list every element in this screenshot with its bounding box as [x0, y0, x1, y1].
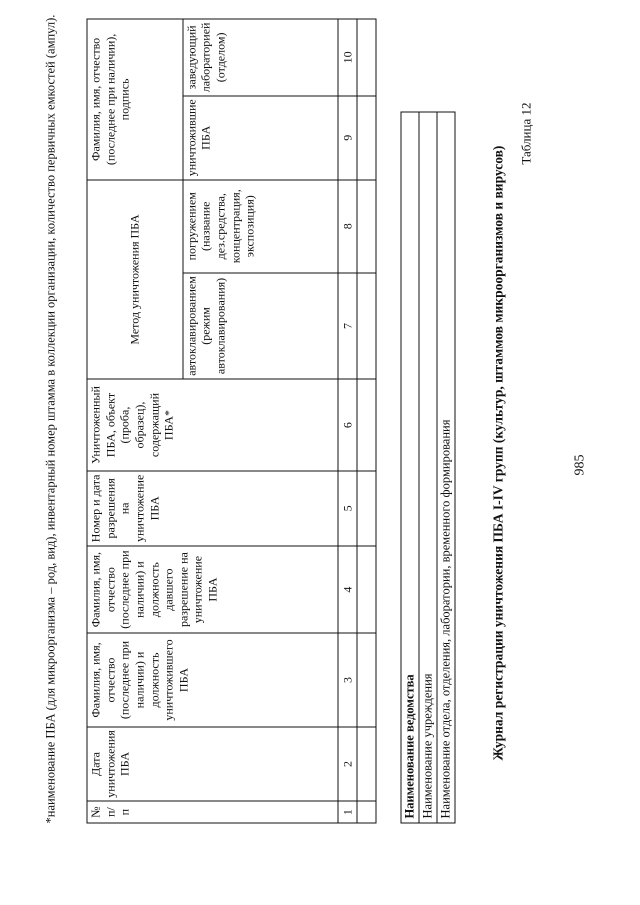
footnote: *наименование ПБА (для микроорганизма – род, вид), инвентарный номер штамма в коллекции организации, количество первичных емкостей (ампул).	[43, 14, 57, 823]
subheader-head: заведующий лабораторией (отделом)	[182, 19, 337, 96]
empty-cell	[357, 633, 376, 726]
header-signature: Фамилия, имя, отчество (последнее при наличии), подпись	[87, 19, 183, 180]
org-row	[419, 112, 437, 823]
column-number: 3	[338, 633, 357, 726]
header-permitter: Фамилия, имя, отчество (последнее при наличии) и должность давшего разрешение на уничтожение ПБА	[87, 545, 338, 632]
organization-table	[400, 111, 455, 823]
empty-cell	[357, 179, 376, 272]
column-number: 5	[338, 470, 357, 545]
header-object: Уничтоженный ПБА, объект (проба, образец), содержащий ПБА*	[87, 379, 338, 471]
column-number: 6	[338, 379, 357, 471]
table-caption: Таблица 12	[518, 102, 533, 165]
column-number: 8	[338, 179, 357, 272]
column-number: 1	[338, 801, 357, 823]
empty-cell	[357, 379, 376, 471]
column-number: 9	[338, 95, 357, 179]
empty-cell	[357, 801, 376, 823]
header-number: № п/п	[87, 801, 338, 823]
org-row	[401, 112, 419, 823]
header-date: Дата уничтожения ПБА	[87, 726, 338, 800]
column-number: 2	[338, 726, 357, 800]
registration-table	[86, 18, 376, 823]
empty-cell	[357, 470, 376, 545]
subheader-destroyer: уничтожившие ПБА	[182, 95, 337, 179]
empty-row	[357, 19, 376, 823]
empty-cell	[357, 95, 376, 179]
subheader-immersion: погружением (название дез.средства, концентрация, экспозиция)	[182, 179, 337, 272]
empty-cell	[357, 726, 376, 800]
column-number-row	[338, 19, 357, 823]
org-department: Наименование отдела, отделения, лаборатории, временного формирования	[437, 112, 455, 823]
document-title: Журнал регистрации уничтожения ПБА I-IV групп (культур, штаммов микроорганизмов и вирусов)	[490, 145, 505, 760]
header-row	[87, 19, 183, 823]
column-number: 4	[338, 545, 357, 632]
org-institution: Наименование учреждения	[419, 112, 437, 823]
subheader-autoclave: автоклавированием (режим автоклавирования)	[182, 272, 337, 379]
empty-cell	[357, 545, 376, 632]
org-ministry: Наименование ведомства	[401, 112, 419, 823]
empty-cell	[357, 272, 376, 379]
empty-cell	[357, 19, 376, 96]
org-row	[437, 112, 455, 823]
header-permit: Номер и дата разрешения на уничтожение ПБА	[87, 470, 338, 545]
column-number: 10	[338, 19, 357, 96]
header-method: Метод уничтожения ПБА	[87, 179, 183, 378]
header-destroyer: Фамилия, имя, отчество (последнее при наличии) и должность уничтожившего ПБА	[87, 633, 338, 726]
column-number: 7	[338, 272, 357, 379]
page-number: 985	[572, 454, 587, 475]
